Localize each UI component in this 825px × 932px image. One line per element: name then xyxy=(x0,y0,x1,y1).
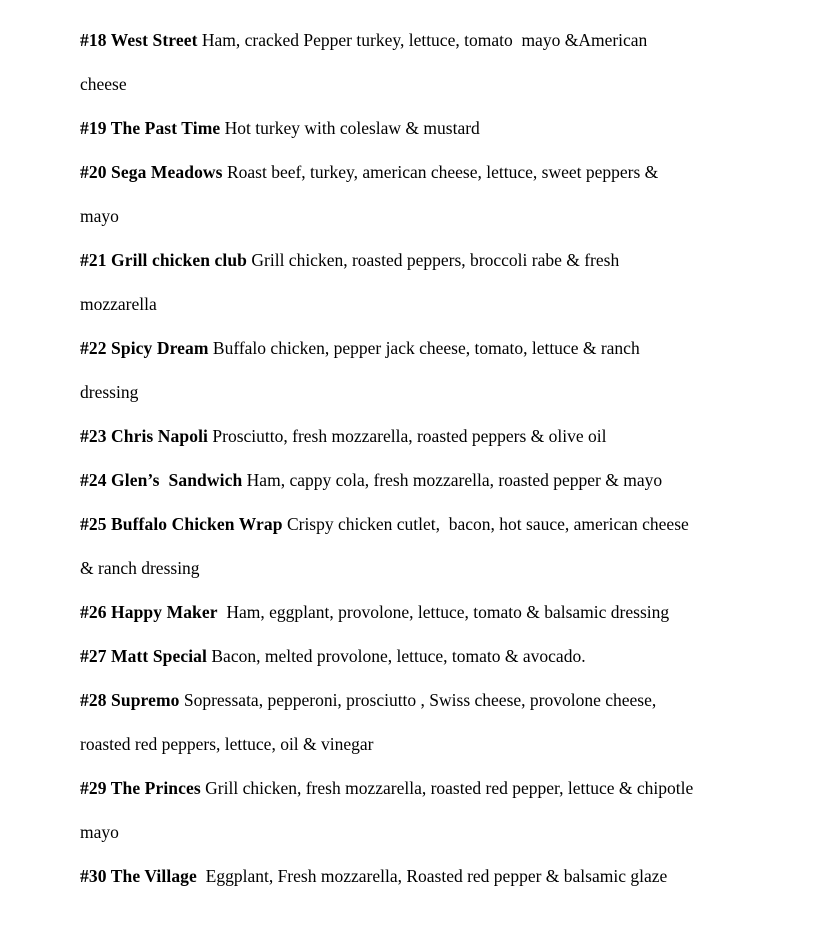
item-description: Hot turkey with coleslaw & mustard xyxy=(220,118,480,138)
item-first-line xyxy=(80,238,765,282)
item-first-line xyxy=(80,854,765,898)
item-continuation-line: mayo xyxy=(80,206,119,226)
item-first-line xyxy=(80,18,765,62)
item-description: Ham, cappy cola, fresh mozzarella, roasted pepper & mayo xyxy=(242,470,663,490)
menu-item xyxy=(80,106,765,150)
item-description: Crispy chicken cutlet, bacon, hot sauce, american cheese xyxy=(282,514,689,534)
menu-item xyxy=(80,634,765,678)
item-name: #22 Spicy Dream xyxy=(80,338,209,358)
item-first-line xyxy=(80,106,765,150)
item-name: #27 Matt Special xyxy=(80,646,207,666)
item-first-line xyxy=(80,590,765,634)
item-description: Bacon, melted provolone, lettuce, tomato & avocado. xyxy=(207,646,586,666)
menu-item xyxy=(80,854,765,898)
item-name: #23 Chris Napoli xyxy=(80,426,209,446)
item-description: Roast beef, turkey, american cheese, lettuce, sweet peppers & xyxy=(222,162,659,182)
menu-item xyxy=(80,326,765,414)
item-first-line xyxy=(80,414,765,458)
item-name: #29 The Princes xyxy=(80,778,201,798)
item-continuation-line: mozzarella xyxy=(80,294,157,314)
item-name: #28 Supremo xyxy=(80,690,180,710)
item-first-line xyxy=(80,458,765,502)
item-first-line xyxy=(80,678,765,722)
menu-item xyxy=(80,502,765,590)
item-name: #30 The Village xyxy=(80,866,197,886)
item-description: Ham, cracked Pepper turkey, lettuce, tomato mayo &American xyxy=(197,30,648,50)
item-description: Grill chicken, roasted peppers, broccoli rabe & fresh xyxy=(247,250,620,270)
item-name: #26 Happy Maker xyxy=(80,602,218,622)
menu-item xyxy=(80,458,765,502)
item-first-line xyxy=(80,766,765,810)
item-first-line xyxy=(80,326,765,370)
menu-item xyxy=(80,766,765,854)
item-name: #18 West Street xyxy=(80,30,198,50)
item-name: #19 The Past Time xyxy=(80,118,221,138)
menu-list xyxy=(80,18,765,898)
item-name: #21 Grill chicken club xyxy=(80,250,247,270)
item-continuation-line: & ranch dressing xyxy=(80,558,200,578)
item-description: Sopressata, pepperoni, prosciutto , Swiss cheese, provolone cheese, xyxy=(179,690,657,710)
menu-item xyxy=(80,18,765,106)
item-continuation-line: mayo xyxy=(80,822,119,842)
item-description: Ham, eggplant, provolone, lettuce, tomato & balsamic dressing xyxy=(217,602,670,622)
menu-item xyxy=(80,414,765,458)
item-description: Eggplant, Fresh mozzarella, Roasted red pepper & balsamic glaze xyxy=(196,866,668,886)
menu-item xyxy=(80,678,765,766)
item-description: Grill chicken, fresh mozzarella, roasted red pepper, lettuce & chipotle xyxy=(200,778,694,798)
item-continuation-line: dressing xyxy=(80,382,139,402)
item-description: Buffalo chicken, pepper jack cheese, tomato, lettuce & ranch xyxy=(208,338,640,358)
menu-item xyxy=(80,150,765,238)
item-name: #20 Sega Meadows xyxy=(80,162,223,182)
item-continuation-line: roasted red peppers, lettuce, oil & vinegar xyxy=(80,734,374,754)
item-first-line xyxy=(80,634,765,678)
item-name: #24 Glen’s Sandwich xyxy=(80,470,243,490)
item-name: #25 Buffalo Chicken Wrap xyxy=(80,514,283,534)
item-continuation-line: cheese xyxy=(80,74,127,94)
menu-item xyxy=(80,590,765,634)
item-first-line xyxy=(80,150,765,194)
item-description: Prosciutto, fresh mozzarella, roasted peppers & olive oil xyxy=(208,426,607,446)
item-first-line xyxy=(80,502,765,546)
menu-item xyxy=(80,238,765,326)
